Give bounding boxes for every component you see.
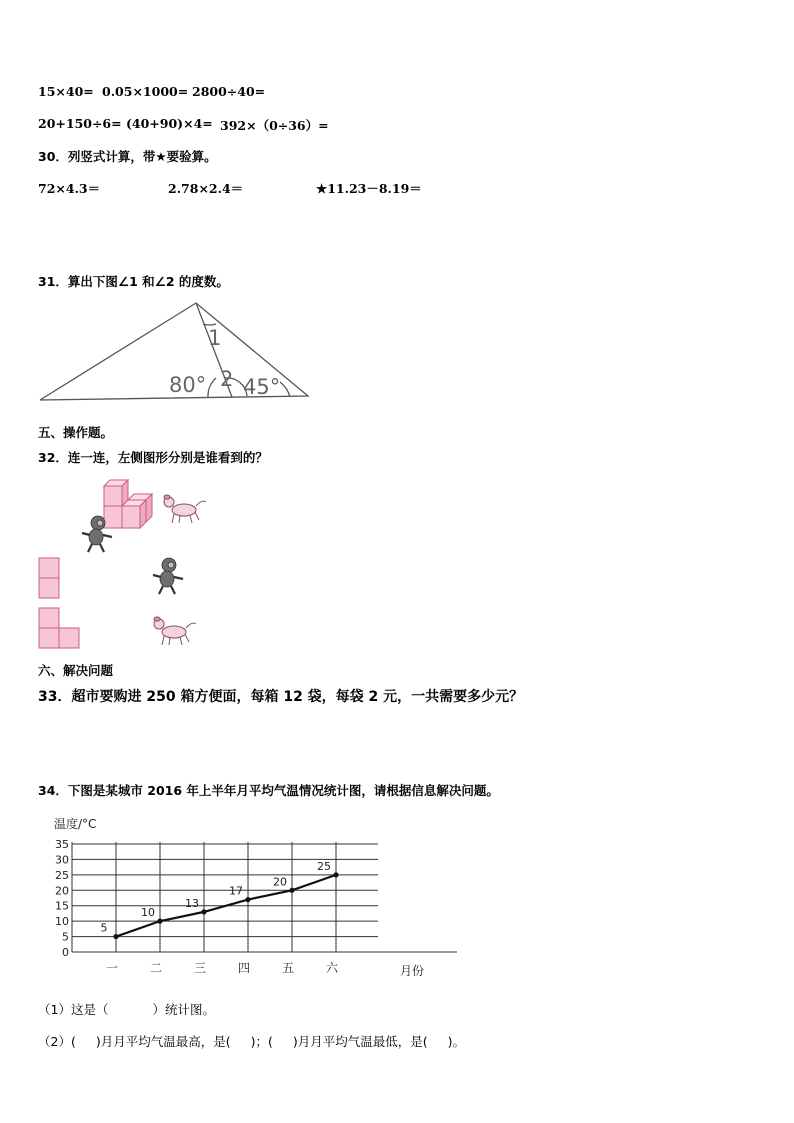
angle-1-label: 1 — [208, 326, 222, 350]
x-tick-label: 二 — [149, 961, 163, 975]
calc-item: 0.05×1000= — [102, 84, 189, 99]
temperature-line-chart — [50, 812, 470, 982]
calc-item: 15×40= — [38, 84, 94, 99]
y-axis-title: 温度/°C — [54, 817, 97, 831]
question-34-sub-1: （1）这是（ ）统计图。 — [38, 1002, 215, 1017]
front-view-icon — [38, 557, 60, 599]
section-6-heading: 六、解决问题 — [38, 663, 114, 678]
data-point — [201, 909, 206, 914]
angle-arc-45 — [280, 382, 290, 397]
calc-row-1 — [38, 84, 266, 99]
monkey-icon — [151, 557, 187, 595]
data-label: 13 — [185, 896, 199, 910]
triangle-figure — [38, 300, 313, 405]
angle-2-label: 2 — [220, 367, 234, 391]
calc-item: (40+90)×4= — [126, 116, 213, 131]
x-tick-label: 五 — [281, 961, 295, 975]
y-tick-label: 35 — [55, 838, 69, 851]
question-34-sub-2: （2）( )月月平均气温最高，是( )；( )月月平均气温最低，是( )。 — [38, 1034, 466, 1049]
data-point — [289, 888, 294, 893]
dog-icon — [162, 493, 207, 525]
data-label: 10 — [141, 906, 155, 920]
dog-icon — [152, 615, 197, 647]
x-tick-label: 六 — [325, 961, 339, 975]
data-label: 17 — [229, 884, 243, 898]
question-34-title: 34．下图是某城市 2016 年上半年月平均气温情况统计图，请根据信息解决问题。 — [38, 783, 499, 798]
y-tick-label: 10 — [55, 915, 69, 929]
data-point — [113, 934, 118, 939]
data-point — [245, 897, 250, 902]
angle-80-label: 80° — [169, 373, 207, 397]
calc-item: 392×（0÷36）= — [220, 118, 329, 133]
data-point — [333, 872, 338, 877]
question-30-items — [38, 179, 438, 197]
data-label: 25 — [317, 859, 331, 873]
x-tick-label: 一 — [105, 961, 119, 975]
question-31-title: 31．算出下图∠1 和∠2 的度数。 — [38, 274, 229, 289]
calc-row-2 — [38, 116, 329, 133]
data-label: 5 — [100, 921, 108, 935]
section-5-heading: 五、操作题。 — [38, 425, 114, 440]
data-label: 20 — [273, 875, 287, 889]
x-axis-title: 月份 — [400, 964, 425, 978]
question-32-title: 32．连一连，左侧图形分别是谁看到的？ — [38, 450, 268, 465]
y-tick-label: 15 — [55, 899, 69, 913]
question-33-title: 33．超市要购进 250 箱方便面，每箱 12 袋，每袋 2 元，一共需要多少元？ — [38, 689, 524, 705]
calc-item: 72×4.3＝ — [38, 181, 101, 196]
angle-arc-80 — [208, 378, 216, 397]
x-tick-label: 四 — [237, 961, 251, 975]
angle-45-label: 45° — [243, 375, 281, 399]
y-tick-label: 5 — [62, 930, 69, 944]
question-30-title: 30．列竖式计算，带★要验算。 — [38, 149, 217, 164]
y-tick-label: 25 — [55, 868, 69, 882]
y-tick-label: 20 — [55, 884, 69, 898]
monkey-icon — [80, 515, 116, 553]
y-tick-label: 0 — [62, 946, 69, 959]
y-tick-label: 30 — [55, 853, 69, 867]
data-point — [157, 919, 162, 924]
calc-item: 2.78×2.4＝ — [168, 181, 244, 196]
calc-item: 20+150÷6= — [38, 116, 122, 131]
angle-arc-1 — [203, 324, 216, 325]
calc-item: 2800÷40= — [192, 84, 266, 99]
calc-item: ★11.23－8.19＝ — [316, 181, 422, 196]
x-tick-label: 三 — [193, 961, 207, 975]
side-view-icon — [38, 607, 82, 650]
